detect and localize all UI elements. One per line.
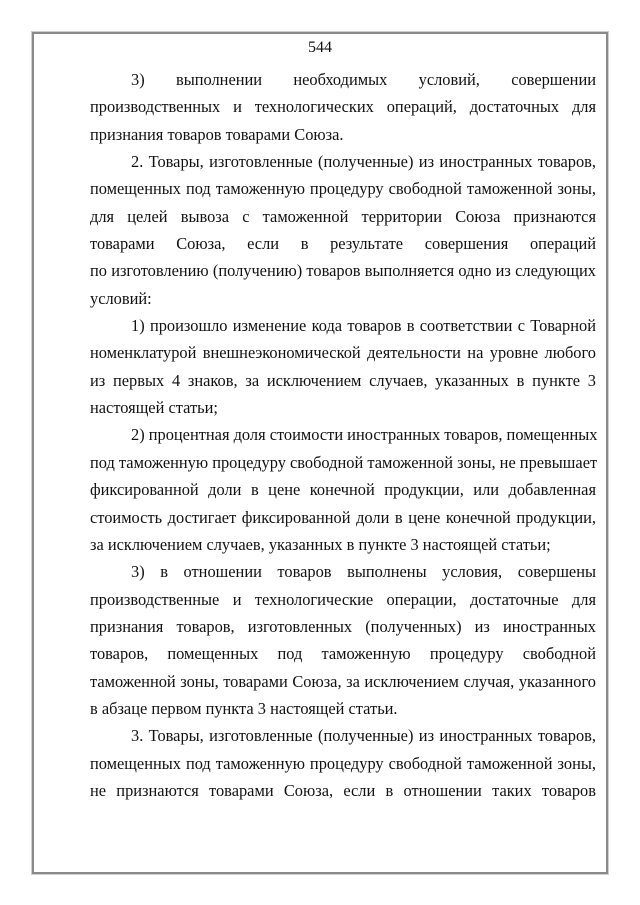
text-line: фиксированной доли в цене конечной продукции, или добавленная [90,480,596,500]
text-line: помещенных под таможенную процедуру свободной таможенной зоны, [90,753,596,773]
text-line: таможенной зоны, товарами Союза, за исключением случая, указанного [90,671,596,691]
text-line: 3) в отношении товаров выполнены условия, совершены [131,562,596,582]
text-line: для целей вывоза с таможенной территории Союза признаются [90,206,596,226]
text-line: производственные и технологические операции, достаточные для [90,589,596,609]
text-line: за исключением случаев, указанных в пункте 3 настоящей статьи; [90,534,551,554]
document-body [90,66,596,804]
text-line: стоимость достигает фиксированной доли в цене конечной продукции, [90,507,596,527]
text-line: товарами Союза, если в результате совершения операций [90,234,596,254]
text-line: товаров, помещенных под таможенную процедуру свободной [90,644,596,664]
text-line: производственных и технологических операций, достаточных для [90,97,596,117]
text-line: 3. Товары, изготовленные (полученные) из иностранных товаров, [131,726,596,746]
text-line: 2. Товары, изготовленные (полученные) из иностранных товаров, [131,152,596,172]
text-line: признания товаров товарами Союза. [90,124,344,144]
text-line: не признаются товарами Союза, если в отношении таких товаров [90,780,596,800]
text-line: условий: [90,288,152,308]
text-line: помещенных под таможенную процедуру свободной таможенной зоны, [90,179,596,199]
page-number: 544 [308,39,332,56]
text-line: под таможенную процедуру свободной таможенной зоны, не превышает [90,452,598,472]
text-line: в абзаце первом пункта 3 настоящей статьи. [90,698,398,718]
text-line: из первых 4 знаков, за исключением случаев, указанных в пункте 3 [90,370,596,390]
text-line: 2) процентная доля стоимости иностранных товаров, помещенных [131,425,598,445]
text-line: настоящей статьи; [90,398,218,418]
text-line: признания товаров, изготовленных (полученных) из иностранных [90,616,596,636]
text-line: номенклатурой внешнеэкономической деятельности на уровне любого [90,343,596,363]
text-line: по изготовлению (получению) товаров выполняется одно из следующих [90,261,596,281]
text-line: 3) выполнении необходимых условий, совершении [131,70,596,89]
text-line: 1) произошло изменение кода товаров в соответствии с Товарной [131,316,596,336]
